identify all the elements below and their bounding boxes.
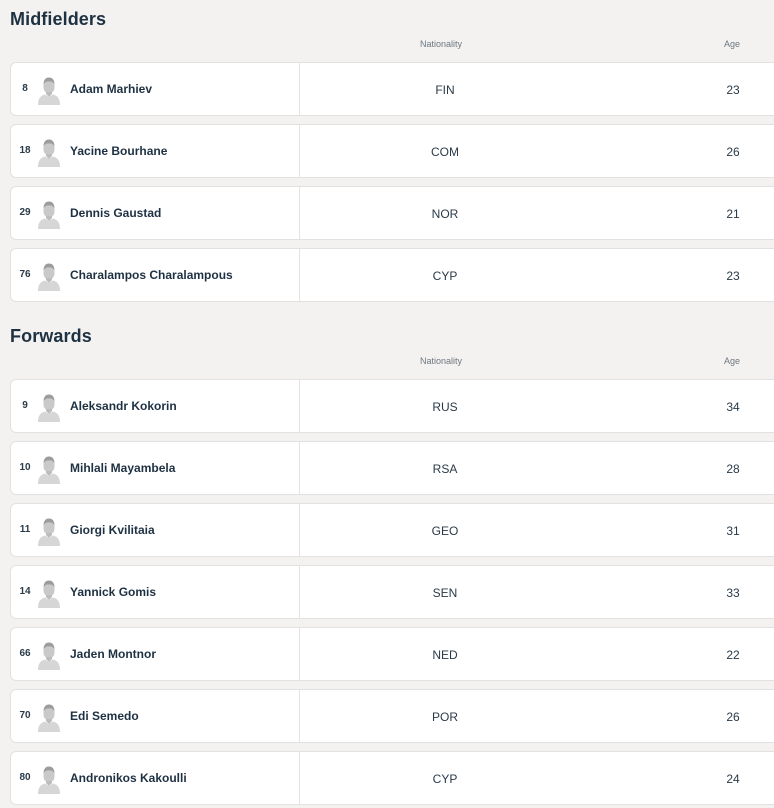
row-divider [299, 63, 300, 115]
shirt-number: 29 [19, 207, 31, 218]
player-name[interactable]: Giorgi Kvilitaia [70, 523, 155, 537]
player-row[interactable] [10, 379, 774, 433]
player-silhouette-icon [37, 137, 61, 167]
shirt-number: 70 [19, 710, 31, 721]
player-silhouette-icon [37, 640, 61, 670]
player-nationality: COM [431, 145, 459, 159]
row-divider [299, 125, 300, 177]
player-nationality: FIN [435, 83, 455, 97]
player-name[interactable]: Mihlali Mayambela [70, 461, 176, 475]
player-nationality: RUS [432, 400, 458, 414]
player-age: 21 [726, 207, 740, 221]
player-row[interactable] [10, 751, 774, 805]
player-row[interactable] [10, 124, 774, 178]
row-divider [299, 566, 300, 618]
shirt-number: 9 [22, 400, 28, 411]
player-nationality: RSA [432, 462, 458, 476]
player-row[interactable] [10, 689, 774, 743]
row-divider [299, 249, 300, 301]
shirt-number: 18 [19, 145, 31, 156]
player-silhouette-icon [37, 199, 61, 229]
row-divider [299, 442, 300, 494]
shirt-number: 8 [22, 83, 28, 94]
age-column-header: Age [724, 356, 741, 366]
player-name[interactable]: Charalampos Charalampous [70, 268, 233, 282]
player-age: 23 [726, 83, 740, 97]
player-nationality: POR [431, 710, 458, 724]
player-silhouette-icon [37, 392, 61, 422]
row-divider [299, 187, 300, 239]
shirt-number: 14 [19, 586, 31, 597]
player-row[interactable] [10, 503, 774, 557]
player-row[interactable] [10, 627, 774, 681]
player-silhouette-icon [37, 261, 61, 291]
player-silhouette-icon [37, 764, 61, 794]
nationality-column-header: Nationality [420, 39, 463, 49]
shirt-number: 11 [19, 524, 31, 535]
row-divider [299, 380, 300, 432]
player-silhouette-icon [37, 702, 61, 732]
player-silhouette-icon [37, 516, 61, 546]
player-row[interactable] [10, 248, 774, 302]
player-name[interactable]: Edi Semedo [70, 709, 139, 723]
player-name[interactable]: Yacine Bourhane [70, 144, 168, 158]
player-age: 26 [726, 710, 740, 724]
player-row[interactable] [10, 186, 774, 240]
row-divider [299, 690, 300, 742]
player-name[interactable]: Andronikos Kakoulli [70, 771, 187, 785]
shirt-number: 76 [19, 269, 31, 280]
player-age: 33 [726, 586, 740, 600]
row-divider [299, 628, 300, 680]
section-title: Forwards [10, 326, 92, 346]
player-age: 24 [726, 772, 740, 786]
player-age: 23 [726, 269, 740, 283]
player-name[interactable]: Aleksandr Kokorin [70, 399, 177, 413]
player-age: 22 [726, 648, 740, 662]
player-age: 31 [726, 524, 740, 538]
player-nationality: GEO [431, 524, 459, 538]
section-title: Midfielders [10, 9, 107, 29]
player-name[interactable]: Dennis Gaustad [70, 206, 162, 220]
player-row[interactable] [10, 441, 774, 495]
player-silhouette-icon [37, 454, 61, 484]
shirt-number: 66 [19, 648, 31, 659]
player-age: 34 [726, 400, 740, 414]
nationality-column-header: Nationality [420, 356, 463, 366]
shirt-number: 80 [19, 772, 31, 783]
player-name[interactable]: Adam Marhiev [70, 82, 153, 96]
row-divider [299, 752, 300, 804]
player-row[interactable] [10, 565, 774, 619]
player-name[interactable]: Yannick Gomis [70, 585, 157, 599]
shirt-number: 10 [19, 462, 31, 473]
row-divider [299, 504, 300, 556]
player-silhouette-icon [37, 578, 61, 608]
player-nationality: CYP [432, 269, 458, 283]
player-nationality: NOR [431, 207, 459, 221]
player-age: 26 [726, 145, 740, 159]
player-age: 28 [726, 462, 740, 476]
age-column-header: Age [724, 39, 741, 49]
player-name[interactable]: Jaden Montnor [70, 647, 156, 661]
player-nationality: SEN [432, 586, 458, 600]
player-nationality: NED [432, 648, 458, 662]
player-nationality: CYP [432, 772, 458, 786]
player-silhouette-icon [37, 75, 61, 105]
player-row[interactable] [10, 62, 774, 116]
